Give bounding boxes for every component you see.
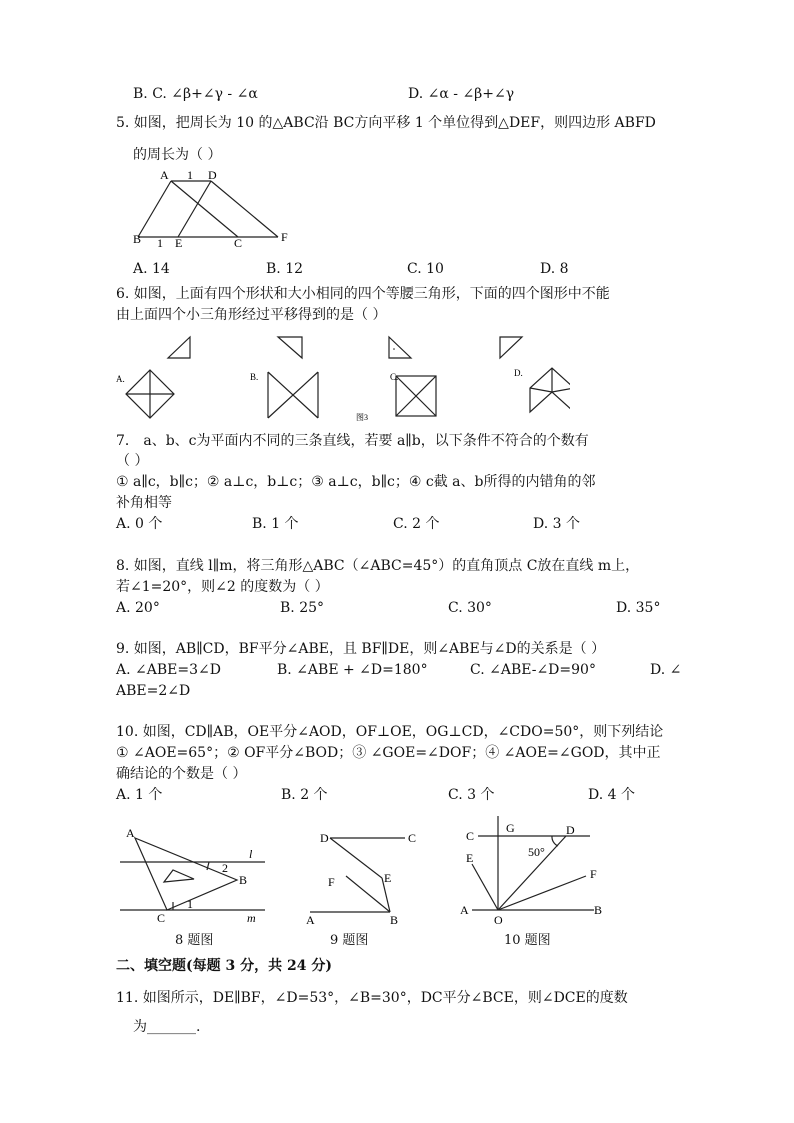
fig10-label-c: C	[466, 829, 475, 843]
q10-stem-line3: 确结论的个数是（ ）	[116, 766, 247, 782]
q5-label-top-1: 1	[187, 168, 193, 182]
q6-caption: 图3	[356, 413, 368, 422]
q10-option-d: D. 4 个	[588, 787, 635, 803]
q5-label-f: F	[281, 230, 288, 244]
q6-label-d: D.	[514, 368, 523, 378]
q7-stem-line2: （ ）	[116, 453, 149, 469]
q7-option-d: D. 3 个	[533, 516, 580, 532]
q6-stem-line1: 6. 如图，上面有四个形状和大小相同的四个等腰三角形，下面的四个图形中不能	[116, 286, 610, 302]
section-2-heading: 二、填空题(每题 3 分，共 24 分)	[116, 958, 332, 974]
fig8-label-c: C	[157, 911, 166, 925]
q5-label-bottom-1: 1	[157, 236, 163, 250]
q5-label-c: C	[234, 236, 243, 250]
q6-stem-line2: 由上面四个小三角形经过平移得到的是（ ）	[116, 307, 387, 323]
q5-stem-line2: 的周长为（ ）	[133, 147, 222, 163]
q5-figure	[128, 165, 298, 253]
q5-label-b: B	[133, 232, 142, 246]
q9-stem-line1: 9. 如图，AB∥CD，BF平分∠ABE，且 BF∥DE，则∠ABE与∠D的关系是（ ）	[116, 641, 606, 657]
fig8-label-l: l	[249, 847, 253, 861]
fig8-label-m: m	[247, 911, 256, 925]
q7-option-a: A. 0 个	[116, 516, 163, 532]
q10-stem-line1: 10. 如图，CD∥AB，OE平分∠AOD，OF⊥OE，OG⊥CD，∠CDO=50°，则下列结论	[116, 724, 664, 740]
q9-option-b: B. ∠ABE + ∠D=180°	[277, 662, 428, 678]
q7-stem-line1: 7． a、b、c为平面内不同的三条直线，若要 a∥b，以下条件不符合的个数有	[116, 433, 589, 449]
q8-option-d: D. 35°	[616, 600, 661, 616]
q6-label-c: C.	[390, 372, 399, 382]
q10-option-c: C. 3 个	[448, 787, 495, 803]
q7-stem-line3: ① a∥c，b∥c；② a⊥c，b⊥c；③ a⊥c，b∥c；④ c截 a、b所得的内错角的邻	[116, 474, 596, 490]
q4-option-d: D. ∠α - ∠β+∠γ	[408, 86, 515, 102]
q8-option-c: C. 30°	[448, 600, 492, 616]
q10-stem-line2: ① ∠AOE=65°；② OF平分∠BOD；③ ∠GOE=∠DOF；④ ∠AOE=∠GOD，其中正	[116, 745, 661, 761]
fig10-label-b: B	[594, 903, 603, 917]
q7-option-b: B. 1 个	[252, 516, 299, 532]
fig8-angle-1: 1	[187, 897, 193, 911]
fig8-label-b: B	[239, 873, 248, 887]
fig9-label-c: C	[408, 831, 417, 845]
fig9-label-b: B	[390, 913, 399, 927]
q5-label-d: D	[208, 168, 217, 182]
fig9-label-f: F	[328, 875, 335, 889]
q7-option-c: C. 2 个	[393, 516, 440, 532]
q5-option-a: A. 14	[133, 261, 170, 277]
fig10-figure	[458, 812, 618, 930]
q10-option-b: B. 2 个	[281, 787, 328, 803]
fig10-label-o: O	[494, 913, 503, 927]
fig9-label-e: E	[384, 871, 392, 885]
q5-label-a: A	[160, 168, 169, 182]
q7-stem-line4: 补角相等	[116, 495, 172, 511]
q9-option-d: D. ∠	[650, 662, 682, 678]
q8-stem-line1: 8. 如图，直线 l∥m，将三角形△ABC（∠ABC=45°）的直角顶点 C放在直线 m上，	[116, 558, 640, 574]
fig8-caption: 8 题图	[175, 933, 214, 948]
fig9-caption: 9 题图	[330, 933, 369, 948]
fig10-label-a: A	[460, 903, 469, 917]
fig9-label-a: A	[306, 913, 315, 927]
q11-stem-line1: 11. 如图所示，DE∥BF，∠D=53°，∠B=30°，DC平分∠BCE，则∠DCE的度数	[116, 990, 628, 1006]
q5-option-c: C. 10	[407, 261, 444, 277]
q5-option-b: B. 12	[266, 261, 304, 277]
q6-figure	[110, 330, 570, 425]
fig10-caption: 10 题图	[504, 933, 551, 948]
q5-stem-line1: 5. 如图，把周长为 10 的△ABC沿 BC方向平移 1 个单位得到△DEF，则四边形 ABFD	[116, 115, 656, 131]
q8-option-b: B. 25°	[280, 600, 325, 616]
fig10-label-e: E	[466, 851, 474, 865]
q4-option-b: B. C. ∠β+∠γ - ∠α	[133, 86, 258, 102]
fig10-label-g: G	[506, 821, 515, 835]
fig10-label-d: D	[566, 823, 575, 837]
q11-stem-line2: 为_______.	[133, 1019, 201, 1035]
q6-label-b: B.	[250, 372, 259, 382]
q9-option-d-cont: ABE=2∠D	[116, 683, 191, 699]
q9-option-c: C. ∠ABE-∠D=90°	[470, 662, 596, 678]
q6-label-a: A.	[116, 374, 125, 384]
q10-option-a: A. 1 个	[116, 787, 163, 803]
fig9-label-d: D	[320, 831, 329, 845]
fig9-figure	[300, 826, 430, 928]
fig10-label-f: F	[590, 867, 597, 881]
q5-option-d: D. 8	[540, 261, 569, 277]
q8-option-a: A. 20°	[116, 600, 160, 616]
q9-option-a: A. ∠ABE=3∠D	[116, 662, 221, 678]
fig10-angle-label: 50°	[528, 845, 545, 859]
fig8-figure	[115, 822, 275, 930]
q5-label-e: E	[175, 236, 183, 250]
fig8-label-a: A	[126, 826, 135, 840]
q8-stem-line2: 若∠1=20°，则∠2 的度数为（ ）	[116, 579, 329, 595]
fig8-angle-2: 2	[222, 861, 228, 875]
